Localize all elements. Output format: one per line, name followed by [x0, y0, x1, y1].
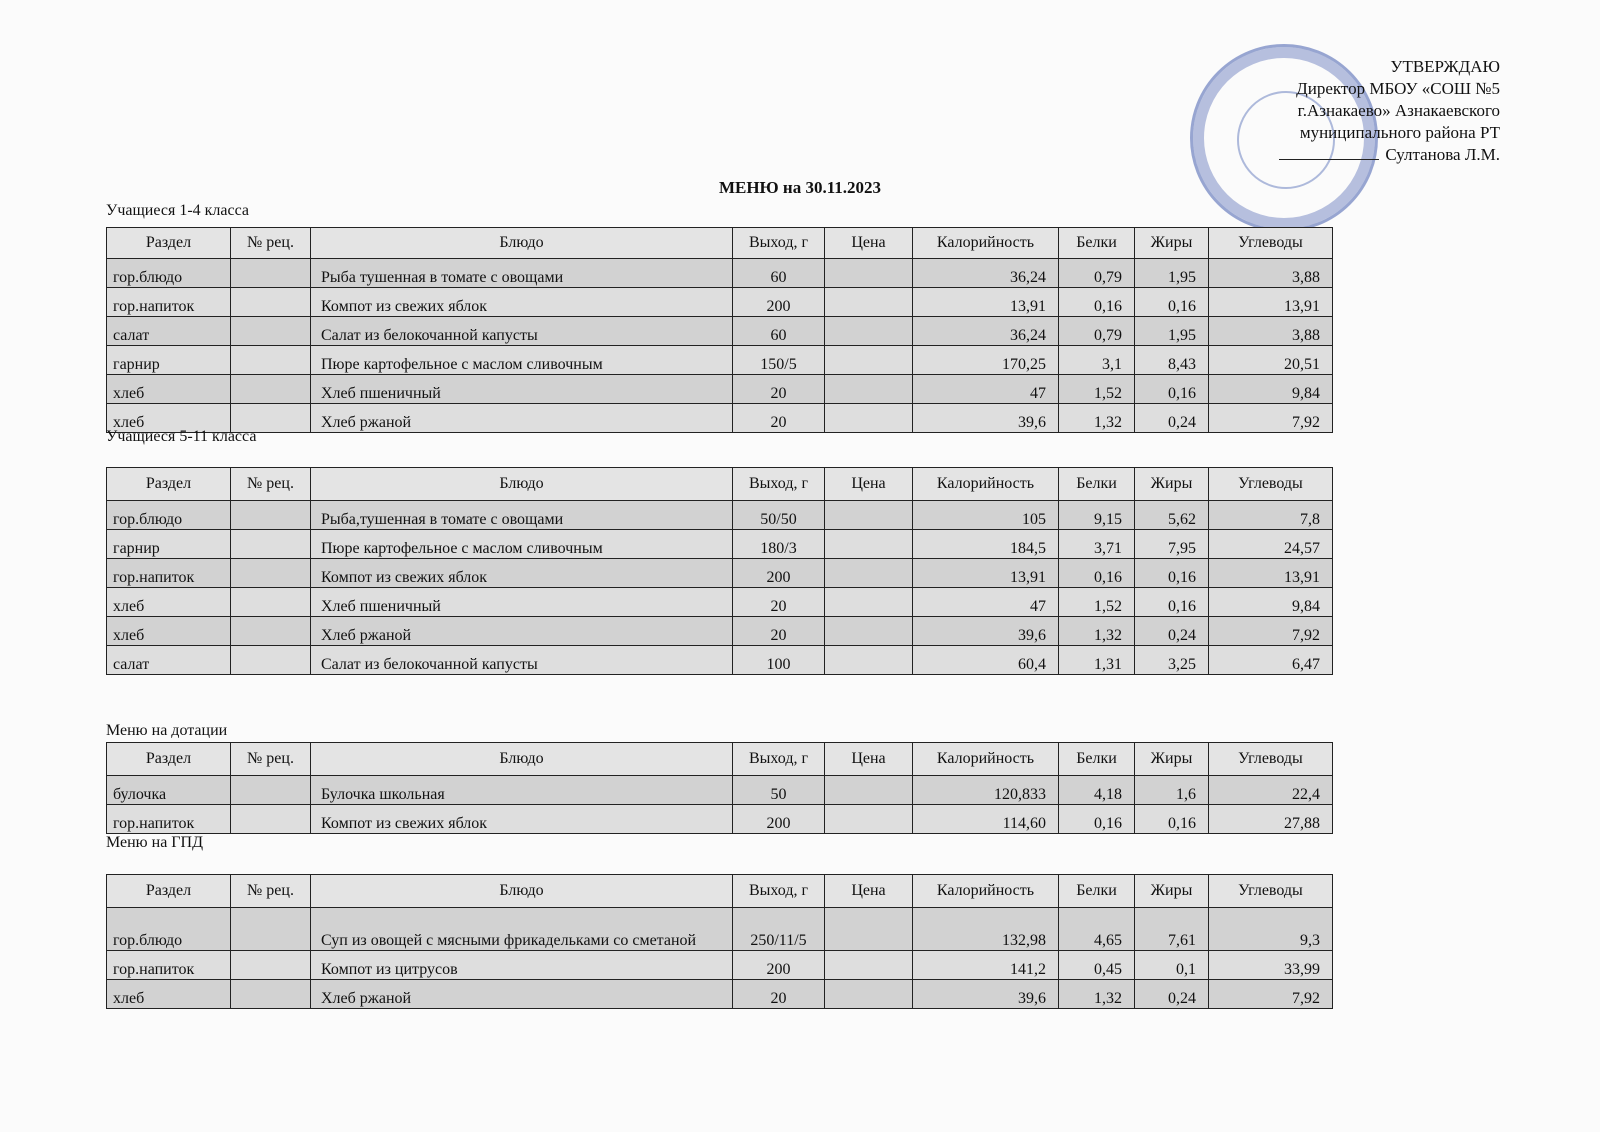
cell-price	[825, 501, 913, 530]
cell-dish: Суп из овощей с мясными фрикадельками со сметаной	[311, 908, 733, 951]
header-dish: Блюдо	[311, 743, 733, 776]
cell-recipe-no	[231, 805, 311, 834]
section-label-gpd: Меню на ГПД	[106, 834, 204, 851]
cell-section: булочка	[107, 776, 231, 805]
header-fats: Жиры	[1135, 468, 1209, 501]
table-row	[107, 346, 1333, 375]
cell-dish: Хлеб ржаной	[311, 980, 733, 1009]
cell-yield: 180/3	[733, 530, 825, 559]
header-section: Раздел	[107, 875, 231, 908]
table-row	[107, 805, 1333, 834]
cell-yield: 200	[733, 288, 825, 317]
cell-recipe-no	[231, 375, 311, 404]
cell-section: гор.напиток	[107, 805, 231, 834]
cell-fats: 0,16	[1135, 375, 1209, 404]
table-row	[107, 617, 1333, 646]
cell-recipe-no	[231, 951, 311, 980]
cell-section: гарнир	[107, 346, 231, 375]
header-calories: Калорийность	[913, 228, 1059, 259]
cell-yield: 20	[733, 588, 825, 617]
cell-price	[825, 346, 913, 375]
cell-price	[825, 617, 913, 646]
table-header-row	[107, 468, 1333, 501]
header-calories: Калорийность	[913, 743, 1059, 776]
cell-section: хлеб	[107, 617, 231, 646]
cell-section: хлеб	[107, 404, 231, 433]
header-fats: Жиры	[1135, 743, 1209, 776]
cell-price	[825, 375, 913, 404]
cell-price	[825, 980, 913, 1009]
cell-proteins: 9,15	[1059, 501, 1135, 530]
cell-calories: 13,91	[913, 288, 1059, 317]
cell-section: салат	[107, 317, 231, 346]
header-recipe-no: № рец.	[231, 875, 311, 908]
header-carbs: Углеводы	[1209, 228, 1333, 259]
header-dish: Блюдо	[311, 468, 733, 501]
cell-price	[825, 259, 913, 288]
cell-section: гарнир	[107, 530, 231, 559]
cell-carbs: 3,88	[1209, 259, 1333, 288]
cell-fats: 0,16	[1135, 288, 1209, 317]
cell-proteins: 1,32	[1059, 980, 1135, 1009]
cell-carbs: 13,91	[1209, 288, 1333, 317]
page-title: МЕНЮ на 30.11.2023	[718, 178, 882, 197]
cell-fats: 0,24	[1135, 980, 1209, 1009]
section-label-subsidy: Меню на дотации	[106, 722, 228, 739]
cell-price	[825, 805, 913, 834]
cell-fats: 0,16	[1135, 559, 1209, 588]
header-price: Цена	[825, 228, 913, 259]
cell-carbs: 13,91	[1209, 559, 1333, 588]
cell-proteins: 1,52	[1059, 375, 1135, 404]
cell-proteins: 1,32	[1059, 404, 1135, 433]
menu-table-1-4	[106, 227, 1333, 433]
cell-carbs: 7,92	[1209, 980, 1333, 1009]
cell-recipe-no	[231, 346, 311, 375]
cell-recipe-no	[231, 617, 311, 646]
header-carbs: Углеводы	[1209, 468, 1333, 501]
cell-recipe-no	[231, 776, 311, 805]
table-row	[107, 259, 1333, 288]
cell-calories: 105	[913, 501, 1059, 530]
header-price: Цена	[825, 468, 913, 501]
header-recipe-no: № рец.	[231, 228, 311, 259]
cell-fats: 8,43	[1135, 346, 1209, 375]
header-yield: Выход, г	[733, 743, 825, 776]
cell-proteins: 0,45	[1059, 951, 1135, 980]
cell-price	[825, 317, 913, 346]
approval-director: Директор МБОУ «СОШ №5	[1296, 79, 1500, 98]
table-header-row	[107, 875, 1333, 908]
cell-fats: 0,1	[1135, 951, 1209, 980]
cell-proteins: 0,16	[1059, 288, 1135, 317]
section-label-5-11: Учащиеся 5-11 класса	[106, 428, 257, 445]
cell-price	[825, 588, 913, 617]
cell-dish: Пюре картофельное с маслом сливочным	[311, 530, 733, 559]
cell-yield: 20	[733, 404, 825, 433]
cell-dish: Хлеб ржаной	[311, 404, 733, 433]
header-carbs: Углеводы	[1209, 875, 1333, 908]
cell-carbs: 3,88	[1209, 317, 1333, 346]
cell-fats: 0,24	[1135, 404, 1209, 433]
cell-carbs: 9,3	[1209, 908, 1333, 951]
cell-recipe-no	[231, 530, 311, 559]
cell-fats: 0,16	[1135, 805, 1209, 834]
cell-dish: Хлеб пшеничный	[311, 588, 733, 617]
header-calories: Калорийность	[913, 468, 1059, 501]
cell-fats: 7,95	[1135, 530, 1209, 559]
cell-section: хлеб	[107, 588, 231, 617]
cell-section: гор.напиток	[107, 559, 231, 588]
cell-calories: 36,24	[913, 259, 1059, 288]
header-fats: Жиры	[1135, 875, 1209, 908]
cell-calories: 13,91	[913, 559, 1059, 588]
header-dish: Блюдо	[311, 228, 733, 259]
cell-price	[825, 776, 913, 805]
cell-yield: 20	[733, 980, 825, 1009]
table-row	[107, 375, 1333, 404]
cell-recipe-no	[231, 259, 311, 288]
cell-dish: Компот из цитрусов	[311, 951, 733, 980]
cell-recipe-no	[231, 588, 311, 617]
cell-section: гор.блюдо	[107, 501, 231, 530]
header-price: Цена	[825, 743, 913, 776]
header-carbs: Углеводы	[1209, 743, 1333, 776]
cell-price	[825, 530, 913, 559]
cell-yield: 100	[733, 646, 825, 675]
cell-calories: 114,60	[913, 805, 1059, 834]
cell-section: салат	[107, 646, 231, 675]
cell-calories: 132,98	[913, 908, 1059, 951]
cell-section: гор.напиток	[107, 951, 231, 980]
menu-table-gpd	[106, 874, 1333, 1009]
cell-proteins: 1,32	[1059, 617, 1135, 646]
cell-yield: 60	[733, 317, 825, 346]
cell-dish: Рыба тушенная в томате с овощами	[311, 259, 733, 288]
cell-dish: Булочка школьная	[311, 776, 733, 805]
cell-proteins: 3,1	[1059, 346, 1135, 375]
cell-section: хлеб	[107, 980, 231, 1009]
cell-dish: Хлеб ржаной	[311, 617, 733, 646]
cell-proteins: 1,31	[1059, 646, 1135, 675]
table-row	[107, 980, 1333, 1009]
table-row	[107, 317, 1333, 346]
table-row	[107, 588, 1333, 617]
cell-proteins: 0,79	[1059, 317, 1135, 346]
table-row	[107, 776, 1333, 805]
header-yield: Выход, г	[733, 875, 825, 908]
header-proteins: Белки	[1059, 468, 1135, 501]
cell-recipe-no	[231, 501, 311, 530]
cell-recipe-no	[231, 908, 311, 951]
table-row	[107, 530, 1333, 559]
table-row	[107, 559, 1333, 588]
header-section: Раздел	[107, 468, 231, 501]
cell-section: гор.блюдо	[107, 908, 231, 951]
table-row	[107, 501, 1333, 530]
cell-carbs: 27,88	[1209, 805, 1333, 834]
cell-proteins: 0,79	[1059, 259, 1135, 288]
cell-carbs: 22,4	[1209, 776, 1333, 805]
cell-calories: 60,4	[913, 646, 1059, 675]
approval-signature	[1279, 144, 1500, 166]
cell-fats: 1,95	[1135, 317, 1209, 346]
cell-yield: 20	[733, 617, 825, 646]
cell-yield: 60	[733, 259, 825, 288]
cell-yield: 50	[733, 776, 825, 805]
cell-calories: 47	[913, 375, 1059, 404]
cell-proteins: 0,16	[1059, 805, 1135, 834]
cell-yield: 200	[733, 805, 825, 834]
cell-fats: 1,6	[1135, 776, 1209, 805]
cell-recipe-no	[231, 980, 311, 1009]
cell-carbs: 24,57	[1209, 530, 1333, 559]
cell-carbs: 20,51	[1209, 346, 1333, 375]
cell-carbs: 9,84	[1209, 588, 1333, 617]
cell-recipe-no	[231, 646, 311, 675]
cell-dish: Компот из свежих яблок	[311, 288, 733, 317]
cell-calories: 39,6	[913, 980, 1059, 1009]
table-header-row	[107, 228, 1333, 259]
cell-proteins: 1,52	[1059, 588, 1135, 617]
table-row	[107, 404, 1333, 433]
cell-yield: 20	[733, 375, 825, 404]
cell-fats: 0,16	[1135, 588, 1209, 617]
cell-calories: 39,6	[913, 404, 1059, 433]
cell-recipe-no	[231, 559, 311, 588]
header-yield: Выход, г	[733, 468, 825, 501]
cell-dish: Салат из белокочанной капусты	[311, 646, 733, 675]
section-label-1-4: Учащиеся 1-4 класса	[106, 202, 250, 219]
cell-calories: 120,833	[913, 776, 1059, 805]
cell-recipe-no	[231, 288, 311, 317]
header-dish: Блюдо	[311, 875, 733, 908]
table-row	[107, 908, 1333, 951]
cell-yield: 200	[733, 951, 825, 980]
table-row	[107, 288, 1333, 317]
cell-dish: Рыба,тушенная в томате с овощами	[311, 501, 733, 530]
cell-fats: 5,62	[1135, 501, 1209, 530]
header-proteins: Белки	[1059, 743, 1135, 776]
cell-section: хлеб	[107, 375, 231, 404]
cell-calories: 184,5	[913, 530, 1059, 559]
header-calories: Калорийность	[913, 875, 1059, 908]
cell-calories: 170,25	[913, 346, 1059, 375]
cell-yield: 150/5	[733, 346, 825, 375]
cell-fats: 0,24	[1135, 617, 1209, 646]
table-row	[107, 646, 1333, 675]
cell-carbs: 6,47	[1209, 646, 1333, 675]
cell-dish: Пюре картофельное с маслом сливочным	[311, 346, 733, 375]
menu-table-subsidy	[106, 742, 1333, 834]
cell-calories: 36,24	[913, 317, 1059, 346]
header-recipe-no: № рец.	[231, 743, 311, 776]
header-price: Цена	[825, 875, 913, 908]
cell-dish: Хлеб пшеничный	[311, 375, 733, 404]
cell-fats: 3,25	[1135, 646, 1209, 675]
header-fats: Жиры	[1135, 228, 1209, 259]
cell-fats: 7,61	[1135, 908, 1209, 951]
cell-dish: Салат из белокочанной капусты	[311, 317, 733, 346]
cell-proteins: 4,65	[1059, 908, 1135, 951]
cell-carbs: 7,92	[1209, 617, 1333, 646]
cell-dish: Компот из свежих яблок	[311, 805, 733, 834]
header-section: Раздел	[107, 228, 231, 259]
header-proteins: Белки	[1059, 875, 1135, 908]
cell-section: гор.блюдо	[107, 259, 231, 288]
header-proteins: Белки	[1059, 228, 1135, 259]
cell-yield: 50/50	[733, 501, 825, 530]
cell-carbs: 7,8	[1209, 501, 1333, 530]
cell-calories: 47	[913, 588, 1059, 617]
header-section: Раздел	[107, 743, 231, 776]
cell-yield: 250/11/5	[733, 908, 825, 951]
approval-heading: УТВЕРЖДАЮ	[1390, 57, 1500, 76]
cell-price	[825, 908, 913, 951]
cell-price	[825, 951, 913, 980]
cell-proteins: 0,16	[1059, 559, 1135, 588]
cell-calories: 39,6	[913, 617, 1059, 646]
approval-block	[1279, 56, 1500, 166]
table-header-row	[107, 743, 1333, 776]
menu-table-5-11	[106, 467, 1333, 675]
header-recipe-no: № рец.	[231, 468, 311, 501]
cell-carbs: 7,92	[1209, 404, 1333, 433]
cell-price	[825, 559, 913, 588]
cell-yield: 200	[733, 559, 825, 588]
cell-price	[825, 404, 913, 433]
cell-section: гор.напиток	[107, 288, 231, 317]
cell-fats: 1,95	[1135, 259, 1209, 288]
cell-proteins: 4,18	[1059, 776, 1135, 805]
cell-price	[825, 646, 913, 675]
cell-carbs: 33,99	[1209, 951, 1333, 980]
header-yield: Выход, г	[733, 228, 825, 259]
cell-calories: 141,2	[913, 951, 1059, 980]
cell-price	[825, 288, 913, 317]
cell-proteins: 3,71	[1059, 530, 1135, 559]
table-row	[107, 951, 1333, 980]
cell-recipe-no	[231, 317, 311, 346]
approval-school: г.Азнакаево» Азнакаевского	[1297, 101, 1500, 120]
approval-signer: Султанова Л.М.	[1385, 145, 1500, 164]
cell-dish: Компот из свежих яблок	[311, 559, 733, 588]
approval-district: муниципального района РТ	[1299, 123, 1500, 142]
cell-carbs: 9,84	[1209, 375, 1333, 404]
